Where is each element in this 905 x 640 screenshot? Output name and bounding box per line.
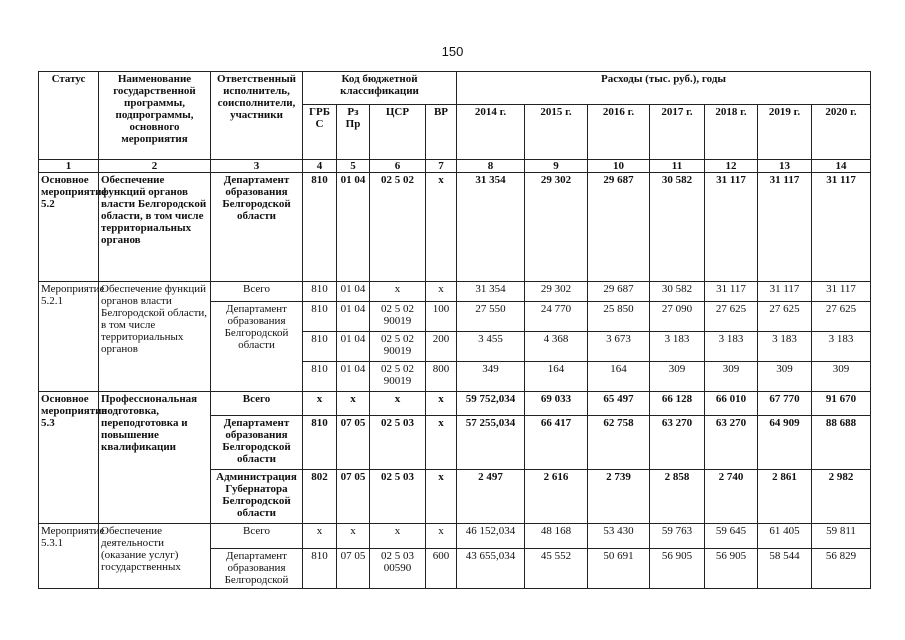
executor-cell: Всего: [211, 524, 303, 549]
column-number: 9: [525, 160, 588, 173]
value-cell: 46 152,034: [457, 524, 525, 549]
grbs-cell: 810: [303, 416, 337, 470]
header-year: 2017 г.: [650, 105, 705, 160]
value-cell: 25 850: [588, 302, 650, 332]
executor-cell: Департамент образования Белгородской области: [211, 416, 303, 470]
header-csr: ЦСР: [370, 105, 426, 160]
column-number: 14: [812, 160, 871, 173]
vr-cell: х: [426, 416, 457, 470]
grbs-cell: 810: [303, 302, 337, 332]
value-cell: 31 117: [758, 173, 812, 282]
status-cell: Мероприятие 5.2.1: [39, 282, 99, 392]
value-cell: 3 673: [588, 332, 650, 362]
grbs-cell: 810: [303, 362, 337, 392]
value-cell: 65 497: [588, 392, 650, 416]
executor-cell: Администрация Губернатора Белгородской области: [211, 470, 303, 524]
value-cell: 30 582: [650, 173, 705, 282]
header-grbs: ГРБ С: [303, 105, 337, 160]
value-cell: 56 905: [705, 549, 758, 589]
value-cell: 27 625: [705, 302, 758, 332]
column-number: 4: [303, 160, 337, 173]
rzpr-cell: 01 04: [337, 302, 370, 332]
vr-cell: 600: [426, 549, 457, 589]
column-number-row: [39, 160, 871, 173]
status-cell: Основное мероприятие 5.2: [39, 173, 99, 282]
value-cell: 56 905: [650, 549, 705, 589]
header-year: 2019 г.: [758, 105, 812, 160]
header-vr: ВР: [426, 105, 457, 160]
value-cell: 29 687: [588, 282, 650, 302]
header-expenses: Расходы (тыс. руб.), годы: [457, 72, 871, 105]
value-cell: 3 183: [758, 332, 812, 362]
value-cell: 62 758: [588, 416, 650, 470]
executor-cell: Департамент образования Белгородской: [211, 549, 303, 589]
value-cell: 3 183: [812, 332, 871, 362]
grbs-cell: 810: [303, 173, 337, 282]
value-cell: 309: [705, 362, 758, 392]
value-cell: 53 430: [588, 524, 650, 549]
name-cell: Обеспечение функций органов власти Белгородской области, в том числе территориальных органов: [99, 173, 211, 282]
header-year: 2018 г.: [705, 105, 758, 160]
rzpr-cell: 01 04: [337, 173, 370, 282]
header-year: 2016 г.: [588, 105, 650, 160]
rzpr-cell: 07 05: [337, 549, 370, 589]
column-number: 1: [39, 160, 99, 173]
value-cell: 2 858: [650, 470, 705, 524]
value-cell: 29 302: [525, 282, 588, 302]
header-status: Статус: [39, 72, 99, 160]
value-cell: 27 090: [650, 302, 705, 332]
table-row: [39, 524, 871, 549]
grbs-cell: 802: [303, 470, 337, 524]
status-cell: Мероприятие 5.3.1: [39, 524, 99, 589]
vr-cell: 800: [426, 362, 457, 392]
rzpr-cell: 07 05: [337, 416, 370, 470]
value-cell: 59 752,034: [457, 392, 525, 416]
column-number: 2: [99, 160, 211, 173]
header-year: 2014 г.: [457, 105, 525, 160]
value-cell: 4 368: [525, 332, 588, 362]
value-cell: 31 117: [705, 173, 758, 282]
value-cell: 59 811: [812, 524, 871, 549]
value-cell: 27 625: [812, 302, 871, 332]
csr-cell: х: [370, 282, 426, 302]
executor-cell: Департамент образования Белгородской области: [211, 302, 303, 392]
value-cell: 56 829: [812, 549, 871, 589]
value-cell: 27 550: [457, 302, 525, 332]
value-cell: 30 582: [650, 282, 705, 302]
value-cell: 349: [457, 362, 525, 392]
value-cell: 3 183: [650, 332, 705, 362]
header-year: 2020 г.: [812, 105, 871, 160]
grbs-cell: 810: [303, 549, 337, 589]
value-cell: 45 552: [525, 549, 588, 589]
value-cell: 31 117: [758, 282, 812, 302]
column-number: 11: [650, 160, 705, 173]
value-cell: 164: [588, 362, 650, 392]
executor-cell: Всего: [211, 392, 303, 416]
value-cell: 91 670: [812, 392, 871, 416]
header-name: Наименование государственной программы, подпрограммы, основного мероприятия: [99, 72, 211, 160]
header-budget-code: Код бюджетной классификации: [303, 72, 457, 105]
value-cell: 309: [650, 362, 705, 392]
csr-cell: 02 5 03: [370, 470, 426, 524]
value-cell: 66 010: [705, 392, 758, 416]
vr-cell: х: [426, 392, 457, 416]
value-cell: 69 033: [525, 392, 588, 416]
csr-cell: 02 5 03: [370, 416, 426, 470]
column-number: 13: [758, 160, 812, 173]
value-cell: 64 909: [758, 416, 812, 470]
grbs-cell: 810: [303, 282, 337, 302]
value-cell: 59 763: [650, 524, 705, 549]
value-cell: 31 354: [457, 173, 525, 282]
value-cell: 309: [812, 362, 871, 392]
budget-expenses-table: [38, 71, 871, 589]
vr-cell: 200: [426, 332, 457, 362]
grbs-cell: х: [303, 392, 337, 416]
column-number: 8: [457, 160, 525, 173]
header-rzpr: Рз Пр: [337, 105, 370, 160]
value-cell: 2 739: [588, 470, 650, 524]
table-row: [39, 282, 871, 302]
value-cell: 2 982: [812, 470, 871, 524]
column-number: 5: [337, 160, 370, 173]
csr-cell: х: [370, 392, 426, 416]
csr-cell: 02 5 02 90019: [370, 332, 426, 362]
value-cell: 309: [758, 362, 812, 392]
value-cell: 3 183: [705, 332, 758, 362]
value-cell: 29 687: [588, 173, 650, 282]
table-row: [39, 173, 871, 282]
value-cell: 66 417: [525, 416, 588, 470]
column-number: 6: [370, 160, 426, 173]
name-cell: Обеспечение функций органов власти Белгородской области, в том числе территориальных органов: [99, 282, 211, 392]
value-cell: 59 645: [705, 524, 758, 549]
value-cell: 24 770: [525, 302, 588, 332]
value-cell: 2 497: [457, 470, 525, 524]
name-cell: Профессиональная подготовка, переподготовка и повышение квалификации: [99, 392, 211, 524]
executor-cell: Департамент образования Белгородской области: [211, 173, 303, 282]
rzpr-cell: 07 05: [337, 470, 370, 524]
rzpr-cell: 01 04: [337, 282, 370, 302]
value-cell: 66 128: [650, 392, 705, 416]
column-number: 3: [211, 160, 303, 173]
vr-cell: х: [426, 470, 457, 524]
value-cell: 43 655,034: [457, 549, 525, 589]
csr-cell: 02 5 03 00590: [370, 549, 426, 589]
value-cell: 3 455: [457, 332, 525, 362]
value-cell: 164: [525, 362, 588, 392]
value-cell: 57 255,034: [457, 416, 525, 470]
csr-cell: 02 5 02 90019: [370, 362, 426, 392]
csr-cell: 02 5 02 90019: [370, 302, 426, 332]
value-cell: 31 117: [812, 173, 871, 282]
value-cell: 31 117: [812, 282, 871, 302]
rzpr-cell: 01 04: [337, 362, 370, 392]
rzpr-cell: 01 04: [337, 332, 370, 362]
column-number: 12: [705, 160, 758, 173]
value-cell: 88 688: [812, 416, 871, 470]
value-cell: 2 616: [525, 470, 588, 524]
column-number: 7: [426, 160, 457, 173]
value-cell: 63 270: [705, 416, 758, 470]
table-row: [39, 392, 871, 416]
header-executor: Ответственный исполнитель, соисполнители, участники: [211, 72, 303, 160]
value-cell: 61 405: [758, 524, 812, 549]
rzpr-cell: х: [337, 392, 370, 416]
column-number: 10: [588, 160, 650, 173]
csr-cell: х: [370, 524, 426, 549]
value-cell: 2 740: [705, 470, 758, 524]
value-cell: 58 544: [758, 549, 812, 589]
value-cell: 2 861: [758, 470, 812, 524]
executor-cell: Всего: [211, 282, 303, 302]
page-number: 150: [441, 44, 464, 59]
value-cell: 31 117: [705, 282, 758, 302]
grbs-cell: 810: [303, 332, 337, 362]
rzpr-cell: х: [337, 524, 370, 549]
status-cell: Основное мероприятие 5.3: [39, 392, 99, 524]
name-cell: Обеспечение деятельности (оказание услуг) государственных: [99, 524, 211, 589]
value-cell: 31 354: [457, 282, 525, 302]
vr-cell: х: [426, 282, 457, 302]
value-cell: 29 302: [525, 173, 588, 282]
csr-cell: 02 5 02: [370, 173, 426, 282]
value-cell: 48 168: [525, 524, 588, 549]
grbs-cell: х: [303, 524, 337, 549]
vr-cell: х: [426, 173, 457, 282]
vr-cell: х: [426, 524, 457, 549]
value-cell: 63 270: [650, 416, 705, 470]
vr-cell: 100: [426, 302, 457, 332]
header-year: 2015 г.: [525, 105, 588, 160]
value-cell: 50 691: [588, 549, 650, 589]
value-cell: 27 625: [758, 302, 812, 332]
value-cell: 67 770: [758, 392, 812, 416]
